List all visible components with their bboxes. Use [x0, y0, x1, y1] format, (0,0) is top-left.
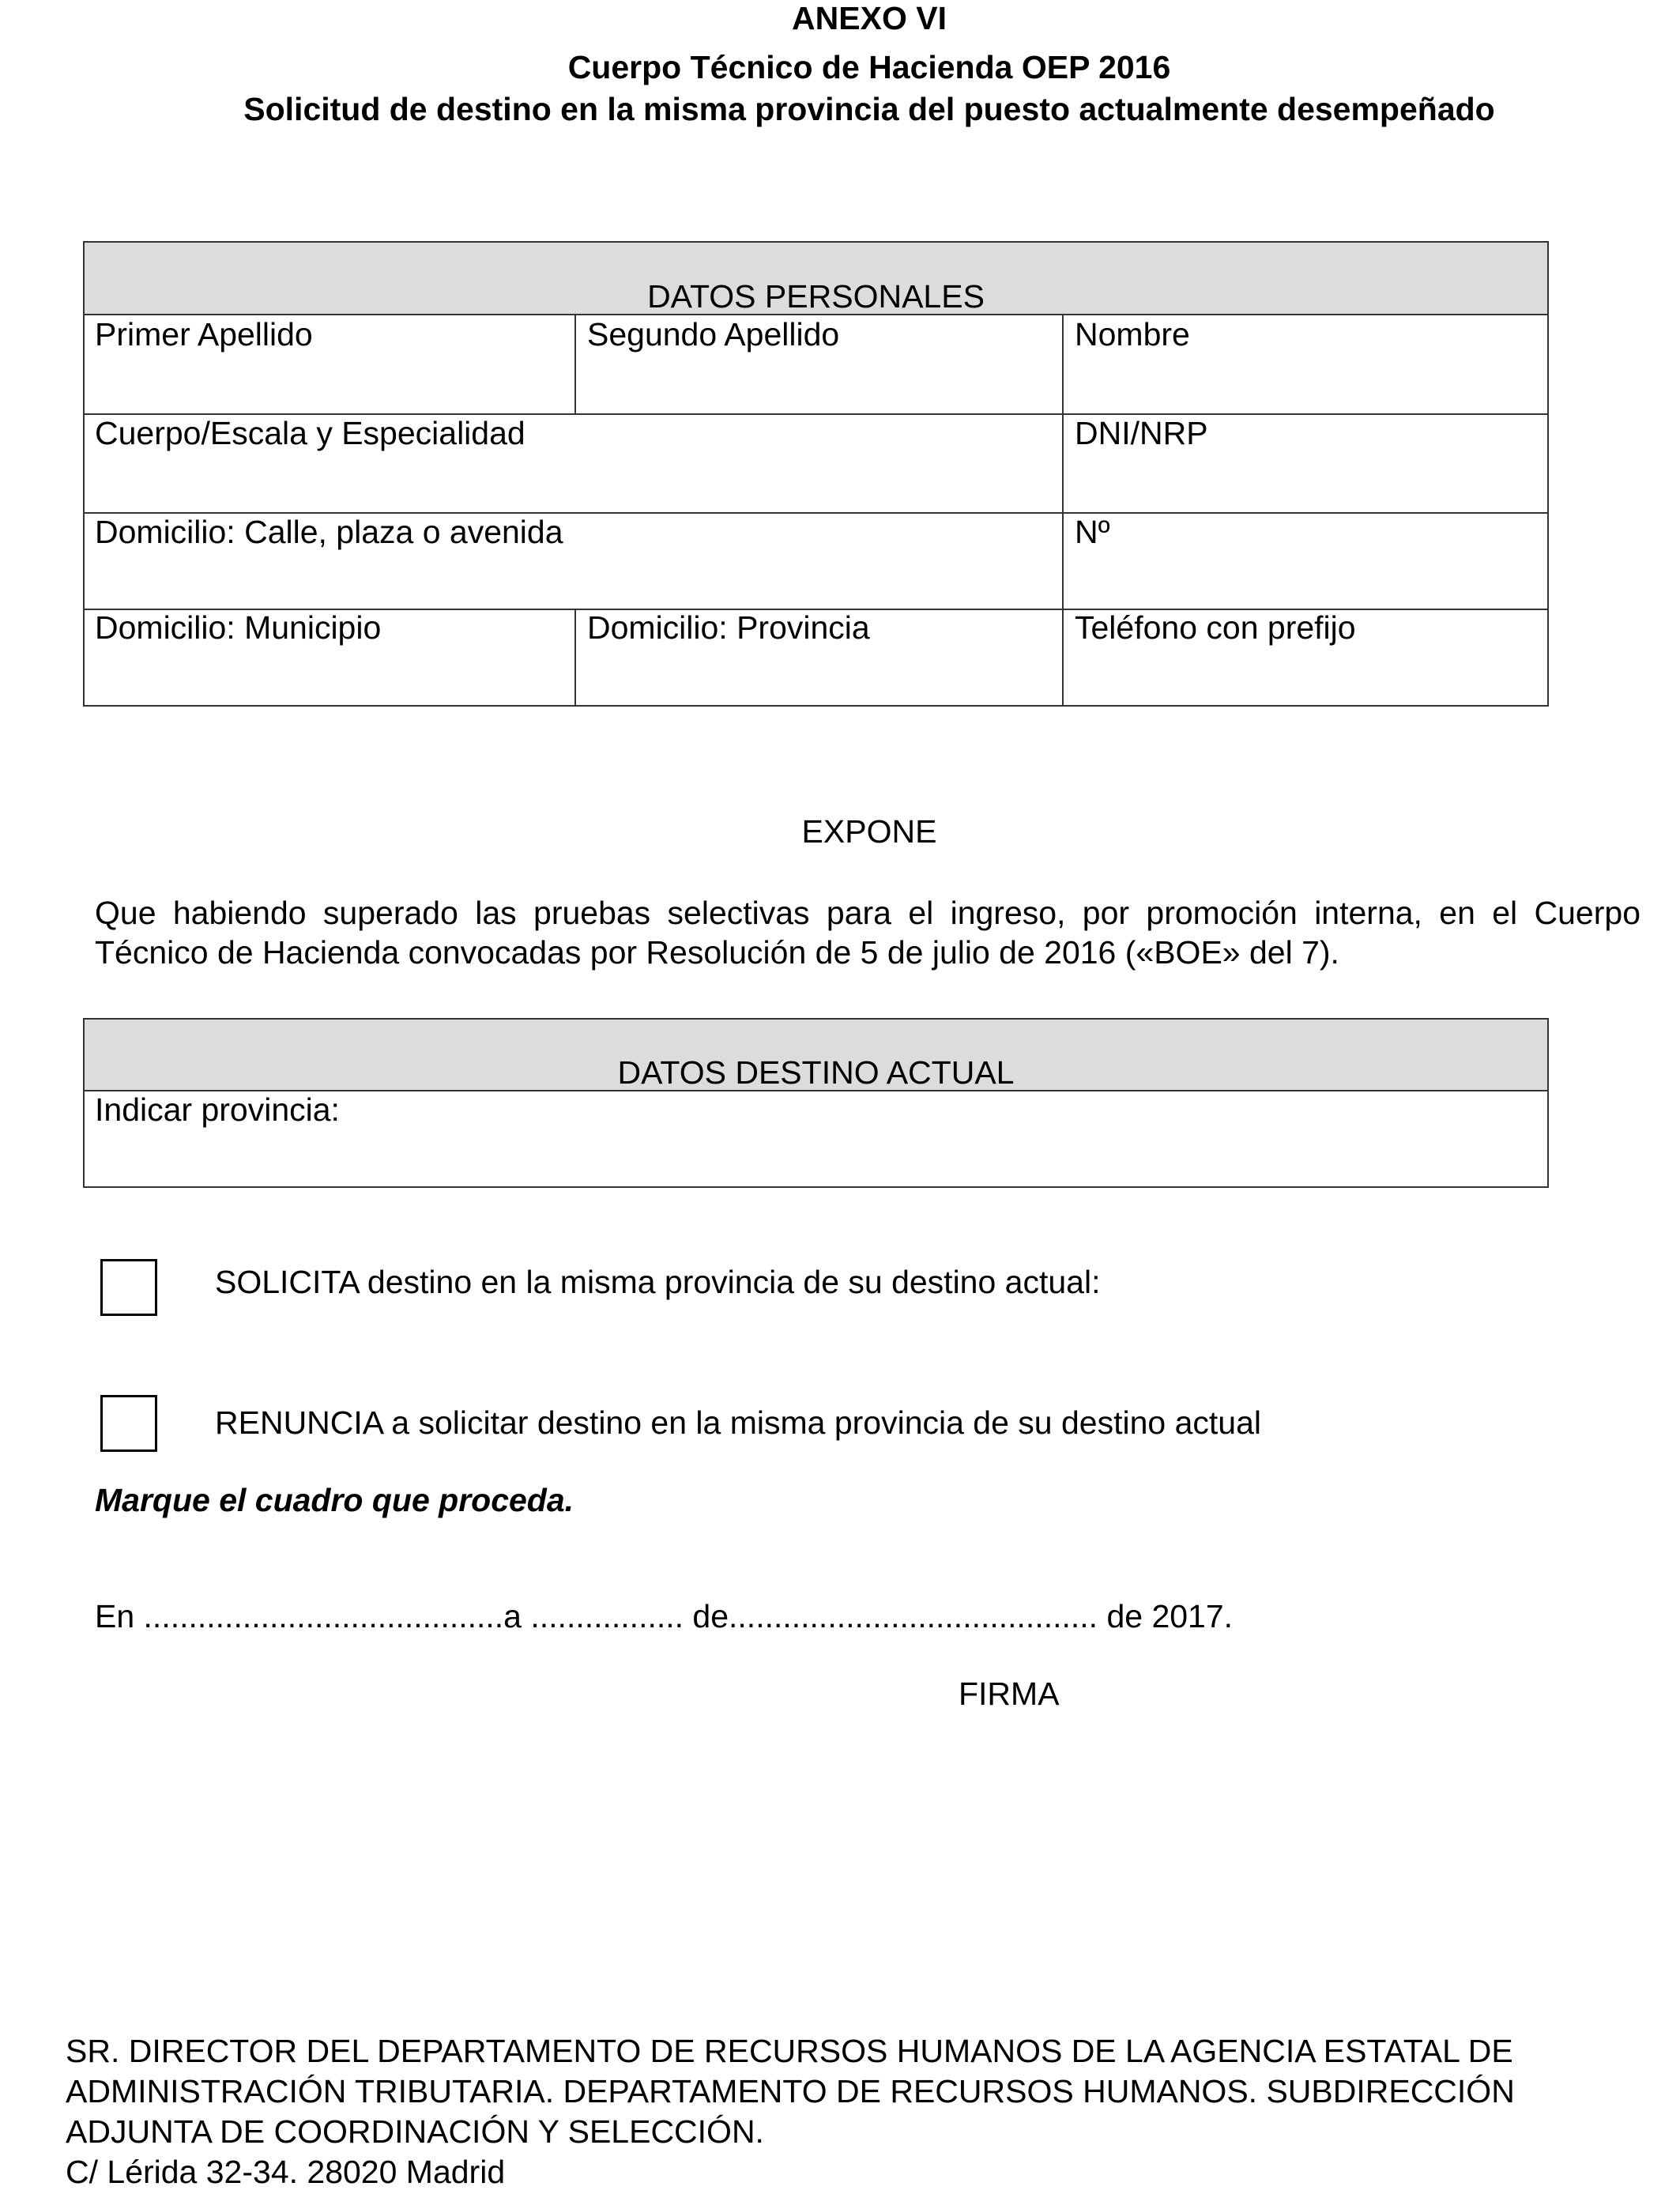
instruction-text: Marque el cuadro que proceda.: [95, 1482, 574, 1518]
signature-label: FIRMA: [959, 1676, 1060, 1712]
document-subtitle: Cuerpo Técnico de Hacienda OEP 2016: [567, 49, 1171, 85]
personal-data-table: [83, 241, 1549, 707]
renuncia-label: RENUNCIA a solicitar destino en la misma provincia de su destino actual: [215, 1404, 1261, 1441]
field-domicilio-calle[interactable]: Domicilio: Calle, plaza o avenida: [95, 514, 563, 550]
field-segundo-apellido[interactable]: Segundo Apellido: [587, 316, 840, 352]
field-nombre[interactable]: Nombre: [1075, 316, 1190, 352]
date-line[interactable]: En ........................................a ................. de......................................... de 2017.: [95, 1598, 1234, 1634]
footer-line-4: C/ Lérida 32-34. 28020 Madrid: [66, 2154, 506, 2190]
document-title: ANEXO VI: [792, 0, 947, 36]
field-indicar-provincia[interactable]: Indicar provincia:: [95, 1091, 340, 1128]
current-destination-table: [83, 1018, 1549, 1188]
renuncia-checkbox[interactable]: [100, 1395, 157, 1452]
footer-address: [66, 2031, 1646, 2192]
footer-line-1: SR. DIRECTOR DEL DEPARTAMENTO DE RECURSOS HUMANOS DE LA AGENCIA ESTATAL DE: [66, 2033, 1513, 2069]
footer-line-2: ADMINISTRACIÓN TRIBUTARIA. DEPARTAMENTO DE RECURSOS HUMANOS. SUBDIRECCIÓN: [66, 2073, 1515, 2109]
solicita-label: SOLICITA destino en la misma provincia de su destino actual:: [215, 1264, 1101, 1300]
document-subtitle-request: Solicitud de destino en la misma provincia del puesto actualmente desempeñado: [243, 91, 1495, 127]
field-dni-nrp[interactable]: DNI/NRP: [1075, 415, 1208, 451]
personal-data-header: [85, 243, 1547, 315]
field-primer-apellido[interactable]: Primer Apellido: [95, 316, 313, 352]
field-numero[interactable]: Nº: [1075, 514, 1110, 550]
field-provincia[interactable]: Domicilio: Provincia: [587, 609, 870, 646]
current-destination-header: [85, 1020, 1547, 1091]
field-telefono[interactable]: Teléfono con prefijo: [1075, 609, 1356, 646]
expone-heading: EXPONE: [801, 813, 937, 850]
current-destination-heading: DATOS DESTINO ACTUAL: [617, 1054, 1015, 1091]
field-municipio[interactable]: Domicilio: Municipio: [95, 609, 382, 646]
field-cuerpo-escala[interactable]: Cuerpo/Escala y Especialidad: [95, 415, 525, 451]
solicita-checkbox[interactable]: [100, 1259, 157, 1316]
personal-data-heading: DATOS PERSONALES: [647, 278, 985, 315]
footer-line-3: ADJUNTA DE COORDINACIÓN Y SELECCIÓN.: [66, 2113, 764, 2150]
expone-text: Que habiendo superado las pruebas selectivas para el ingreso, por promoción interna, en el Cuerpo Técnico de Hacienda convocadas por Resolución de 5 de julio de 2016 («BOE» del 7).: [95, 895, 1640, 971]
